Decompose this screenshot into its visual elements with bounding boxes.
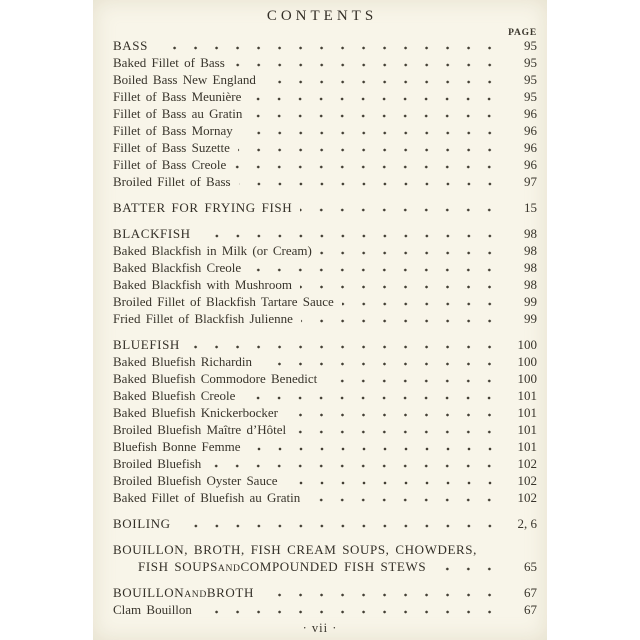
- dot-leader: [200, 610, 500, 614]
- toc-row: [93, 585, 547, 602]
- toc-row: [93, 490, 547, 507]
- toc-row: [93, 602, 547, 619]
- toc-entry-label: Baked Blackfish Creole: [113, 260, 242, 275]
- page-number: 97: [524, 174, 537, 189]
- toc-row: [93, 140, 547, 157]
- page-number: 2, 6: [517, 516, 537, 531]
- page-number: 98: [524, 226, 537, 241]
- page-number: 67: [524, 602, 537, 617]
- dot-leader: [286, 481, 501, 485]
- dot-leader: [243, 396, 500, 400]
- dot-leader: [249, 97, 500, 101]
- toc-row: [93, 371, 547, 388]
- toc-row: [93, 123, 547, 140]
- dot-leader: [294, 430, 500, 434]
- toc-row: [93, 55, 547, 72]
- book-page: [93, 0, 547, 640]
- toc-entry-label: Baked Blackfish in Milk (or Cream): [113, 243, 312, 258]
- page-number: 101: [517, 405, 537, 420]
- toc-row: [93, 473, 547, 490]
- page-number: 101: [517, 439, 537, 454]
- toc-row: [93, 388, 547, 405]
- page-column-header: PAGE: [508, 28, 537, 38]
- toc-entry-label: Baked Bluefish Richardin: [113, 354, 253, 369]
- toc-entry-label: Clam Bouillon: [113, 602, 192, 617]
- toc-entry-label: Baked Fillet of Bass: [113, 55, 225, 70]
- dot-leader: [179, 524, 500, 528]
- dot-leader: [249, 447, 501, 451]
- dot-leader: [238, 148, 500, 152]
- toc-section-label: BOUILLON: [113, 585, 185, 600]
- page-number: 98: [524, 260, 537, 275]
- toc-row: [93, 559, 547, 576]
- toc-row: [93, 243, 547, 260]
- toc-section-label: BASS: [113, 38, 148, 53]
- dot-leader: [308, 498, 500, 502]
- toc-entry-label: Fillet of Bass Suzette: [113, 140, 230, 155]
- dot-leader: [156, 46, 500, 50]
- toc-row: [93, 260, 547, 277]
- dot-leader: [300, 285, 500, 289]
- page-number: 99: [524, 294, 537, 309]
- page-number: 67: [524, 585, 537, 600]
- dot-leader: [286, 413, 500, 417]
- toc-entry-label: Fried Fillet of Blackfish Julienne: [113, 311, 293, 326]
- page-number: 101: [517, 388, 537, 403]
- dot-leader: [233, 63, 500, 67]
- toc-row: [93, 516, 547, 533]
- page-number: 95: [524, 55, 537, 70]
- toc-entry-label: Baked Blackfish with Mushroom: [113, 277, 292, 292]
- page-number: 96: [524, 157, 537, 172]
- toc-row: [93, 456, 547, 473]
- toc-row: [93, 542, 547, 559]
- page-number: 15: [524, 200, 537, 215]
- page-number: 96: [524, 140, 537, 155]
- page-number: 100: [517, 337, 537, 352]
- toc-section-label: BOILING: [113, 516, 171, 531]
- dot-leader: [325, 379, 500, 383]
- page-title: CONTENTS: [266, 8, 378, 24]
- folio-page-number: · vii ·: [302, 621, 338, 635]
- toc-entry-label: Broiled Fillet of Blackfish Tartare Sauce: [113, 294, 334, 309]
- toc-row: [93, 294, 547, 311]
- toc-row: [93, 38, 547, 55]
- toc-entry-label: Boiled Bass New England: [113, 72, 256, 87]
- dot-leader: [264, 80, 500, 84]
- toc-entry-label: Fillet of Bass au Gratin: [113, 106, 243, 121]
- toc-row: [93, 174, 547, 191]
- toc-entry-label: Baked Bluefish Commodore Benedict: [113, 371, 318, 386]
- toc-section-label: BLACKFISH: [113, 226, 191, 241]
- toc-row: [93, 226, 547, 243]
- page-number: 96: [524, 106, 537, 121]
- dot-leader: [249, 268, 500, 272]
- dot-leader: [199, 234, 500, 238]
- page-number: 101: [517, 422, 537, 437]
- toc-entry-label: Fillet of Bass Creole: [113, 157, 227, 172]
- toc-entry-label: Baked Bluefish Creole: [113, 388, 236, 403]
- toc-section-label: AND: [184, 589, 207, 600]
- dot-leader: [188, 345, 500, 349]
- toc-row: [93, 106, 547, 123]
- toc-section-label: COMPOUNDED FISH STEWS: [240, 559, 427, 574]
- page-number: 98: [524, 243, 537, 258]
- toc-row: [93, 405, 547, 422]
- toc-section-label: AND: [217, 563, 241, 574]
- toc-section-label: BOUILLON, BROTH, FISH CREAM SOUPS, CHOWDERS,: [113, 542, 477, 557]
- toc-entry-label: Fillet of Bass Mornay: [113, 123, 233, 138]
- dot-leader: [260, 362, 500, 366]
- toc-row: [93, 311, 547, 328]
- page-number: 102: [517, 490, 537, 505]
- page-number: 95: [524, 89, 537, 104]
- dot-leader: [320, 251, 500, 255]
- toc-row: [93, 337, 547, 354]
- toc-row: [93, 422, 547, 439]
- toc-row: [93, 157, 547, 174]
- toc-entry-label: Bluefish Bonne Femme: [113, 439, 241, 454]
- page-number: 95: [524, 72, 537, 87]
- toc-entry-label: Baked Fillet of Bluefish au Gratin: [113, 490, 301, 505]
- toc-entry-label: Fillet of Bass Meunière: [113, 89, 242, 104]
- page-number: 100: [517, 371, 537, 386]
- toc-entry-label: Broiled Bluefish Maître d’Hôtel: [113, 422, 287, 437]
- page-number: 98: [524, 277, 537, 292]
- toc-row: [93, 200, 547, 217]
- dot-leader: [301, 319, 500, 323]
- toc-section-label: BLUEFISH: [113, 337, 180, 352]
- toc-section-label: FISH SOUPS: [138, 559, 218, 574]
- page-number: 102: [517, 473, 537, 488]
- dot-leader: [250, 114, 500, 118]
- page-number: 95: [524, 38, 537, 53]
- toc-row: [93, 89, 547, 106]
- dot-leader: [234, 165, 500, 169]
- dot-leader: [300, 208, 500, 212]
- toc-entry-label: Baked Bluefish Knickerbocker: [113, 405, 279, 420]
- dot-leader: [434, 567, 500, 571]
- page-number: 96: [524, 123, 537, 138]
- toc-list: [93, 38, 547, 619]
- page-number: 100: [517, 354, 537, 369]
- dot-leader: [209, 464, 500, 468]
- dot-leader: [241, 131, 500, 135]
- dot-leader: [342, 302, 500, 306]
- toc-entry-label: Broiled Fillet of Bass: [113, 174, 231, 189]
- page-number: 102: [517, 456, 537, 471]
- dot-leader: [262, 593, 500, 597]
- dot-leader: [239, 182, 500, 186]
- page-number: 65: [524, 559, 537, 574]
- toc-section-label: BROTH: [206, 585, 254, 600]
- toc-row: [93, 439, 547, 456]
- toc-row: [93, 277, 547, 294]
- toc-section-label: BATTER FOR FRYING FISH: [113, 200, 293, 215]
- toc-entry-label: Broiled Bluefish: [113, 456, 202, 471]
- toc-row: [93, 72, 547, 89]
- toc-entry-label: Broiled Bluefish Oyster Sauce: [113, 473, 278, 488]
- toc-row: [93, 354, 547, 371]
- page-number: 99: [524, 311, 537, 326]
